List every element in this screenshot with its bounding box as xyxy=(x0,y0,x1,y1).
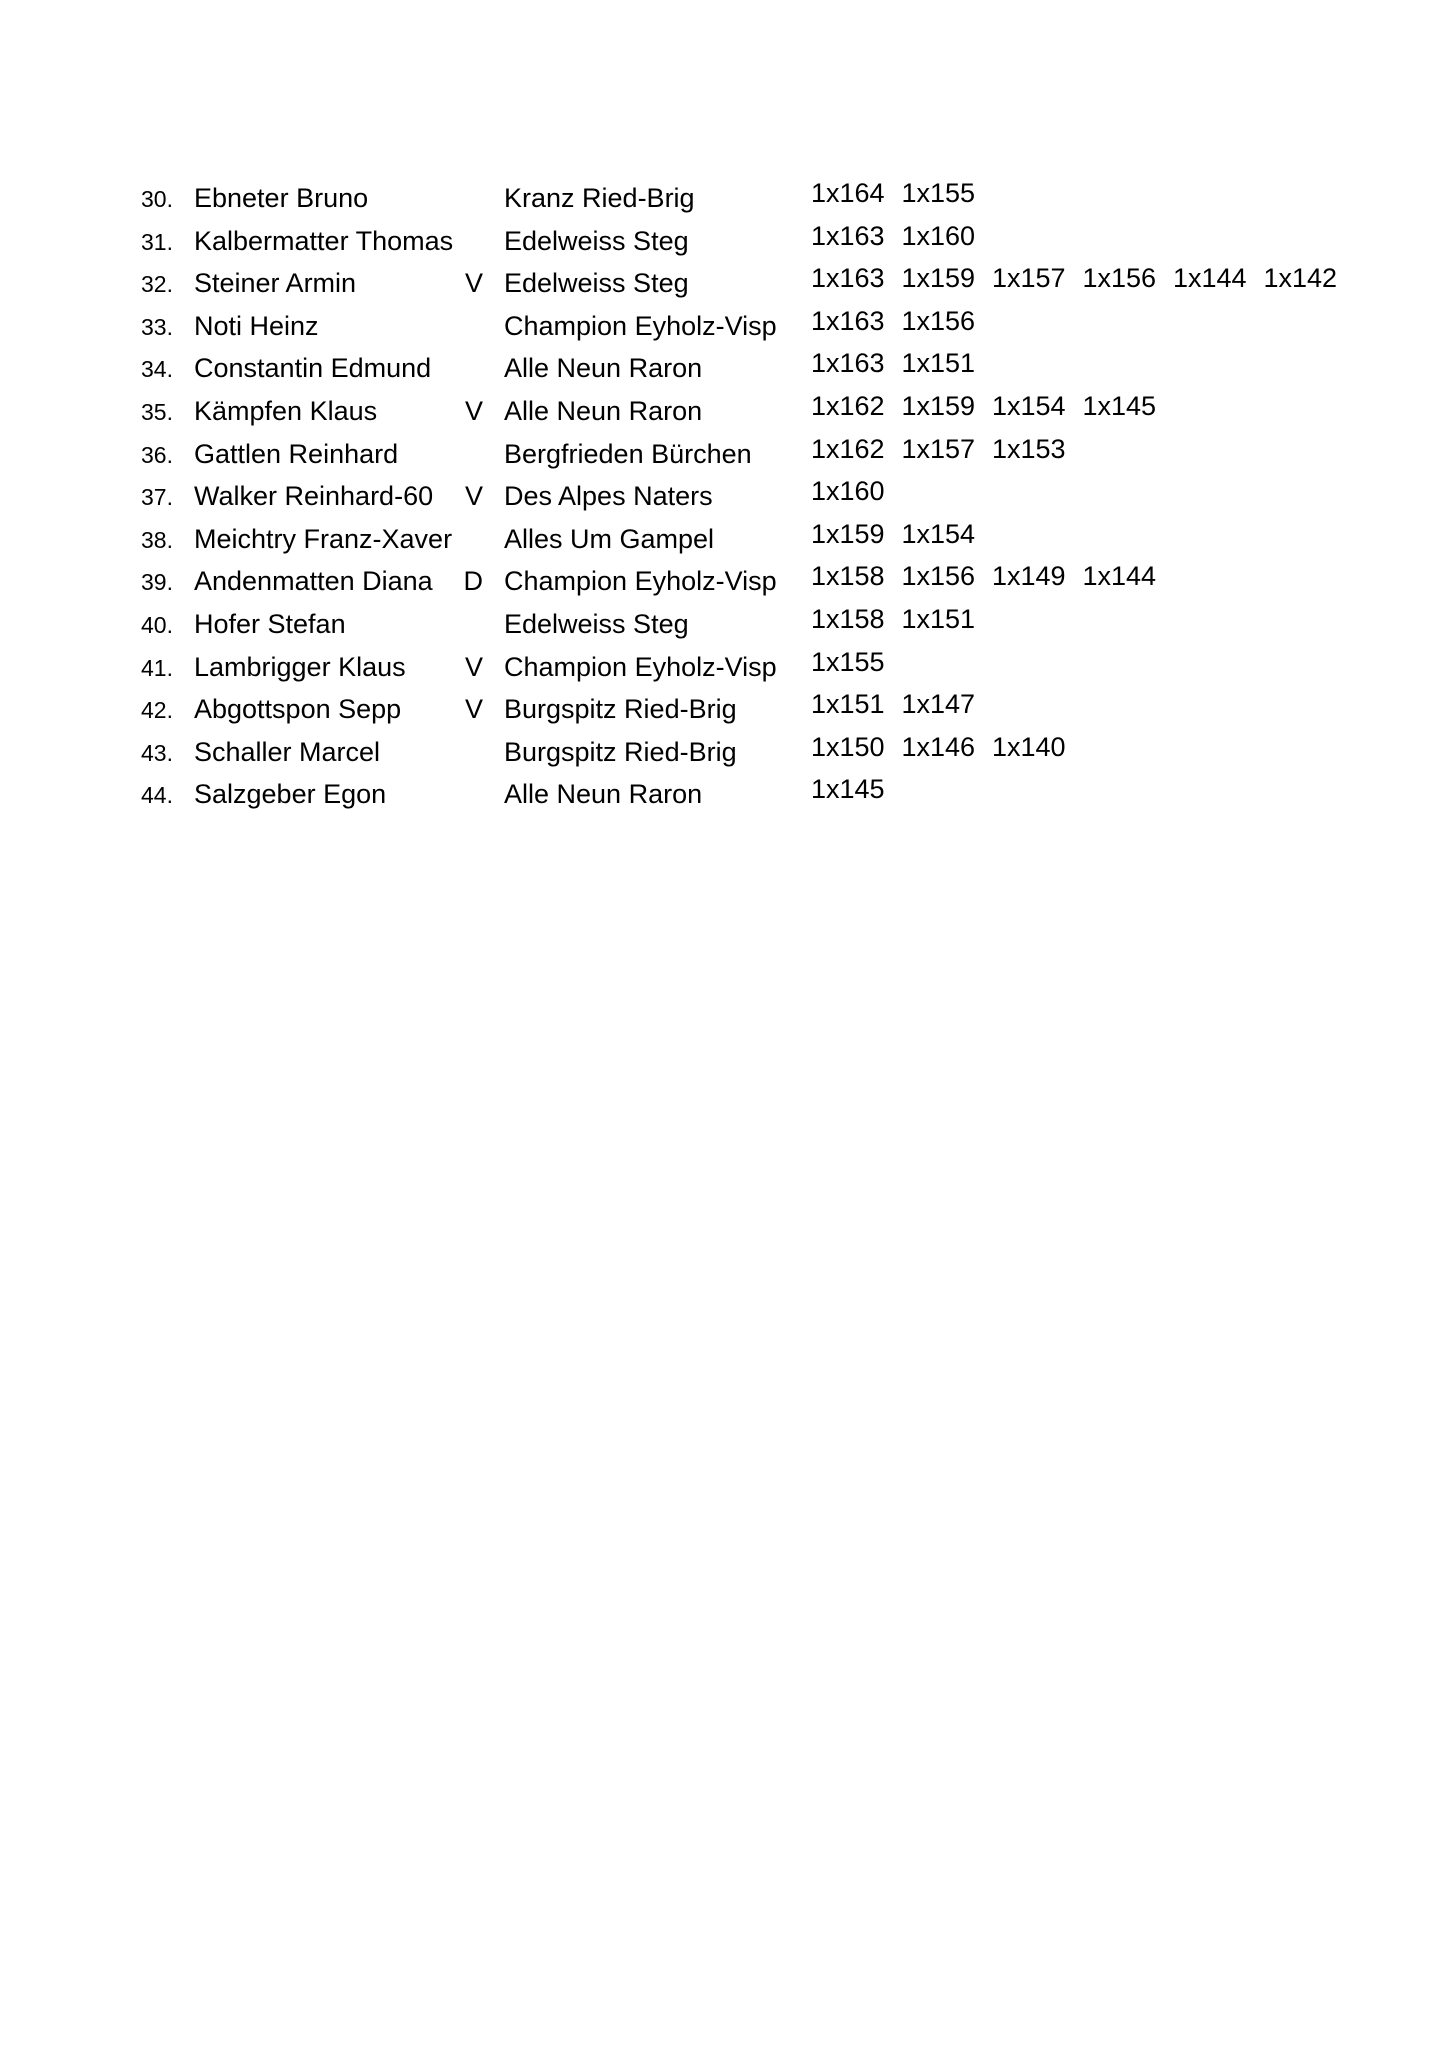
score-entry: 1x162 xyxy=(811,390,885,421)
rank-number: 33. xyxy=(141,313,173,340)
rank-number: 32. xyxy=(141,271,173,298)
result-row xyxy=(0,434,1447,477)
category-code: V xyxy=(464,268,483,299)
rank-number: 35. xyxy=(141,398,173,425)
score-list xyxy=(811,263,1354,294)
club-name: Burgspitz Ried-Brig xyxy=(504,736,737,767)
category-code: V xyxy=(464,481,483,512)
score-entry: 1x145 xyxy=(1082,390,1157,421)
result-row xyxy=(0,221,1447,264)
score-entry: 1x157 xyxy=(901,433,976,464)
category-code: V xyxy=(464,694,483,725)
score-entry: 1x140 xyxy=(992,731,1066,762)
rank-number: 34. xyxy=(141,356,173,383)
player-name: Kämpfen Klaus xyxy=(194,395,378,426)
score-entry: 1x160 xyxy=(901,220,976,251)
score-entry: 1x145 xyxy=(811,774,885,805)
score-list xyxy=(811,647,902,678)
category-code: V xyxy=(464,651,483,682)
player-name: Ebneter Bruno xyxy=(194,183,369,213)
result-row xyxy=(0,561,1447,604)
score-list xyxy=(811,519,992,550)
club-name: Champion Eyholz-Visp xyxy=(504,310,777,341)
player-name: Walker Reinhard-60 xyxy=(194,481,434,512)
club-name: Champion Eyholz-Visp xyxy=(504,651,777,682)
player-name: Salzgeber Egon xyxy=(194,779,387,810)
score-entry: 1x156 xyxy=(901,561,976,592)
player-name: Lambrigger Klaus xyxy=(194,651,406,682)
score-entry: 1x147 xyxy=(901,689,976,720)
rank-number: 44. xyxy=(141,782,173,809)
score-entry: 1x144 xyxy=(1173,263,1247,294)
score-entry: 1x149 xyxy=(992,561,1066,592)
score-entry: 1x158 xyxy=(811,561,885,592)
result-row xyxy=(0,647,1447,690)
result-row xyxy=(0,774,1447,817)
result-row xyxy=(0,604,1447,647)
club-name: Champion Eyholz-Visp xyxy=(504,566,777,597)
score-entry: 1x159 xyxy=(901,390,976,421)
score-entry: 1x163 xyxy=(811,305,885,336)
score-entry: 1x164 xyxy=(811,178,885,208)
category-code: D xyxy=(463,566,483,597)
rank-number: 42. xyxy=(141,697,173,724)
club-name: Edelweiss Steg xyxy=(504,608,689,639)
club-name: Alle Neun Raron xyxy=(504,353,703,384)
result-row xyxy=(0,348,1447,391)
score-entry: 1x163 xyxy=(811,220,885,251)
score-entry: 1x151 xyxy=(901,348,976,379)
result-row xyxy=(0,732,1447,775)
club-name: Bergfrieden Bürchen xyxy=(504,438,752,469)
score-entry: 1x144 xyxy=(1082,561,1157,592)
score-list xyxy=(811,391,1173,422)
score-entry: 1x150 xyxy=(811,731,885,762)
player-name: Andenmatten Diana xyxy=(194,566,433,597)
score-list xyxy=(811,221,992,252)
club-name: Burgspitz Ried-Brig xyxy=(504,694,737,725)
player-name: Hofer Stefan xyxy=(194,608,346,639)
score-entry: 1x156 xyxy=(1082,263,1157,294)
rank-number: 31. xyxy=(141,228,173,255)
score-entry: 1x146 xyxy=(901,731,976,762)
club-name: Alle Neun Raron xyxy=(504,779,703,810)
score-list xyxy=(811,434,1083,465)
club-name: Kranz Ried-Brig xyxy=(504,183,695,213)
rank-number: 36. xyxy=(141,441,173,468)
score-list xyxy=(811,178,992,209)
rank-number: 30. xyxy=(141,186,173,212)
score-entry: 1x163 xyxy=(811,263,885,294)
score-entry: 1x156 xyxy=(901,305,976,336)
score-entry: 1x155 xyxy=(811,646,885,677)
score-entry: 1x160 xyxy=(811,476,885,507)
score-entry: 1x155 xyxy=(901,178,976,208)
score-entry: 1x142 xyxy=(1263,263,1338,294)
result-row xyxy=(0,476,1447,519)
result-row xyxy=(0,178,1447,221)
club-name: Edelweiss Steg xyxy=(504,268,689,299)
rank-number: 40. xyxy=(141,611,173,638)
player-name: Constantin Edmund xyxy=(194,353,432,384)
score-list xyxy=(811,732,1083,763)
result-row xyxy=(0,519,1447,562)
score-entry: 1x154 xyxy=(992,390,1066,421)
score-list xyxy=(811,348,992,379)
score-list xyxy=(811,774,902,805)
rank-number: 39. xyxy=(141,569,173,596)
category-code: V xyxy=(464,395,483,426)
rank-number: 38. xyxy=(141,526,173,553)
score-list xyxy=(811,604,992,635)
score-entry: 1x153 xyxy=(992,433,1066,464)
result-row xyxy=(0,263,1447,306)
player-name: Noti Heinz xyxy=(194,310,319,341)
score-list xyxy=(811,689,992,720)
club-name: Des Alpes Naters xyxy=(504,481,713,512)
player-name: Kalbermatter Thomas xyxy=(194,225,454,256)
score-entry: 1x159 xyxy=(901,263,976,294)
score-entry: 1x158 xyxy=(811,603,885,634)
score-entry: 1x159 xyxy=(811,518,885,549)
player-name: Meichtry Franz-Xaver xyxy=(194,523,453,554)
score-list xyxy=(811,476,902,507)
rank-number: 37. xyxy=(141,484,173,511)
result-row xyxy=(0,391,1447,434)
player-name: Gattlen Reinhard xyxy=(194,438,399,469)
rank-number: 41. xyxy=(141,654,173,681)
club-name: Alles Um Gampel xyxy=(504,523,715,554)
player-name: Abgottspon Sepp xyxy=(194,694,402,725)
score-entry: 1x162 xyxy=(811,433,885,464)
results-list xyxy=(0,178,1447,817)
score-entry: 1x151 xyxy=(811,689,885,720)
result-row xyxy=(0,689,1447,732)
club-name: Alle Neun Raron xyxy=(504,395,703,426)
score-entry: 1x163 xyxy=(811,348,885,379)
score-list xyxy=(811,561,1173,592)
score-entry: 1x151 xyxy=(901,603,976,634)
player-name: Steiner Armin xyxy=(194,268,357,299)
score-entry: 1x157 xyxy=(992,263,1066,294)
rank-number: 43. xyxy=(141,739,173,766)
score-list xyxy=(811,306,992,337)
score-entry: 1x154 xyxy=(901,518,976,549)
player-name: Schaller Marcel xyxy=(194,736,381,767)
result-row xyxy=(0,306,1447,349)
club-name: Edelweiss Steg xyxy=(504,225,689,256)
